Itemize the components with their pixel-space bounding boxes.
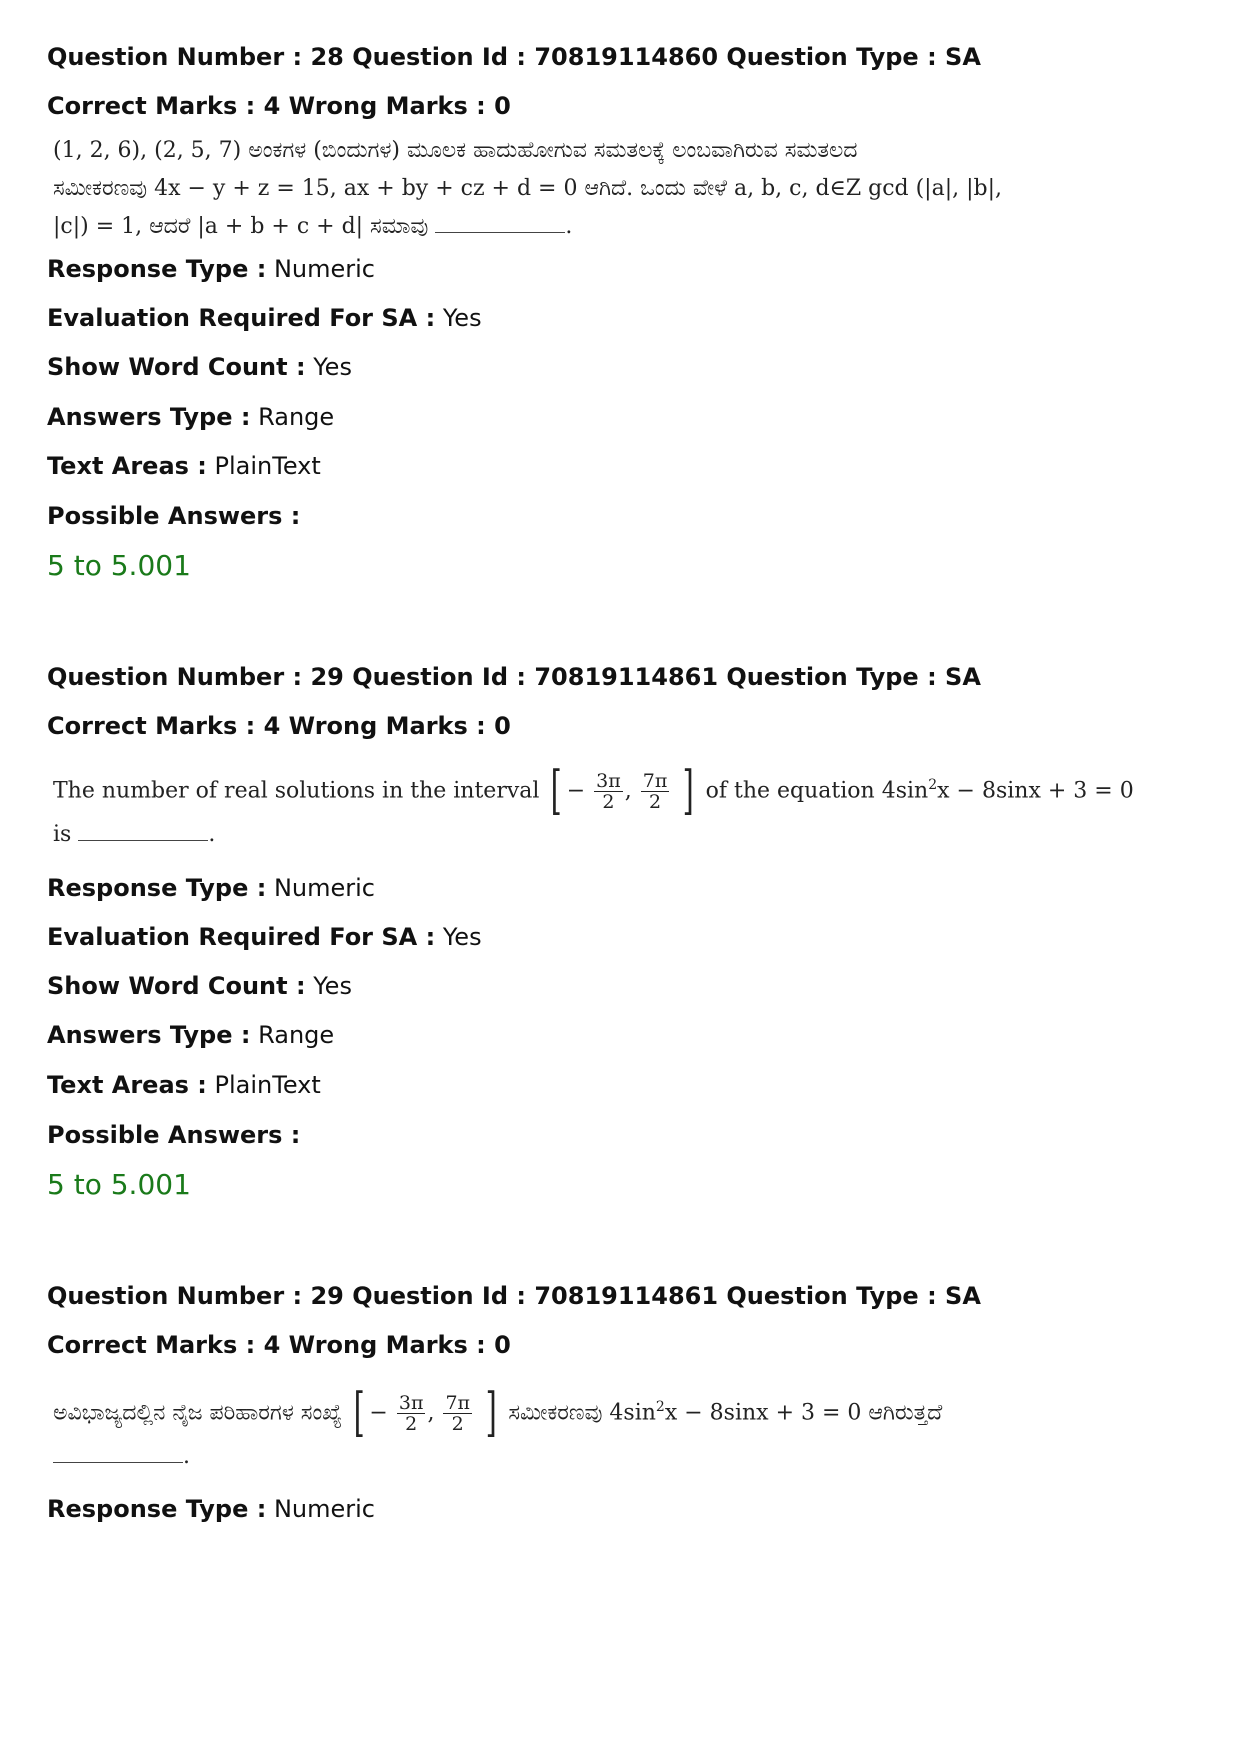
answers-type-28: Answers Type : Range <box>47 403 335 431</box>
possible-answer-29: 5 to 5.001 <box>47 1168 191 1201</box>
possible-answers-label-28: Possible Answers : <box>47 502 301 530</box>
question-text-29: The number of real solutions in the interval [ − $\frac{3\pi}{2}$ , $\frac{7\pi}{2}$ ] of the equation $4\sin^2x - 8\sin x + 3 = 0$ is . <box>53 761 1134 847</box>
question-header-28: Question Number : 28 Question Id : 70819114860 Question Type : SA <box>47 43 981 71</box>
text-areas-29: Text Areas : PlainText <box>47 1071 321 1099</box>
marks-line-29-kn: Correct Marks : 4 Wrong Marks : 0 <box>47 1331 511 1359</box>
marks-line-29: Correct Marks : 4 Wrong Marks : 0 <box>47 712 511 740</box>
response-type-28: Response Type : Numeric <box>47 255 375 283</box>
question-text-28: (1, 2, 6), (2, 5, 7) ಅಂಕಗಳ (ಬಿಂದುಗಳ) ಮೂಲಕ ಹಾದುಹೋಗುವ ಸಮತಲಕ್ಕೆ ಲಂಬವಾಗಿರುವ ಸಮತಲದ ಸಮೀಕರಣವು 4x − y + z = 15, ax + by + cz + d = 0 ಆಗಿದೆ. ಒಂದು ವೇಳೆ a, b, c, d∈Z gcd (|a|, |b|, |c|) = 1, ಆದರೆ |a + b + c + d| ಸಮಾವು . <box>53 138 1003 239</box>
answers-type-29: Answers Type : Range <box>47 1021 335 1049</box>
answer-blank <box>53 1444 183 1463</box>
response-type-29: Response Type : Numeric <box>47 874 375 902</box>
possible-answer-28: 5 to 5.001 <box>47 549 191 582</box>
answer-blank <box>435 214 565 233</box>
marks-line-28: Correct Marks : 4 Wrong Marks : 0 <box>47 92 511 120</box>
show-word-count-28: Show Word Count : Yes <box>47 353 352 381</box>
text-areas-28: Text Areas : PlainText <box>47 452 321 480</box>
evaluation-required-29: Evaluation Required For SA : Yes <box>47 923 482 951</box>
show-word-count-29: Show Word Count : Yes <box>47 972 352 1000</box>
question-header-29: Question Number : 29 Question Id : 70819114861 Question Type : SA <box>47 663 981 691</box>
possible-answers-label-29: Possible Answers : <box>47 1121 301 1149</box>
question-text-29-kn: ಅವಿಭಾಜ್ಯದಲ್ಲಿನ ನೈಜ ಪರಿಹಾರಗಳ ಸಂಖ್ಯೆ [ − $\frac{3\pi}{2}$ , $\frac{7\pi}{2}$ ] ಸಮೀಕರಣವು $4\sin^2x - 8\sin x + 3 = 0$ ಆಗಿರುತ್ತದೆ . <box>53 1383 943 1469</box>
answer-blank <box>78 822 208 841</box>
evaluation-required-28: Evaluation Required For SA : Yes <box>47 304 482 332</box>
question-header-29-kn: Question Number : 29 Question Id : 70819114861 Question Type : SA <box>47 1282 981 1310</box>
response-type-29-kn: Response Type : Numeric <box>47 1495 375 1523</box>
